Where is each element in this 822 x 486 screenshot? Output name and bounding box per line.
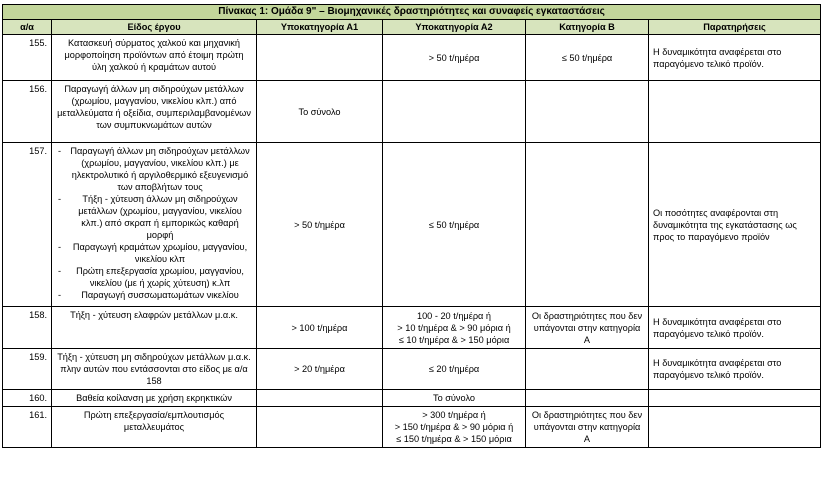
row-b bbox=[526, 143, 649, 307]
row-a2 bbox=[383, 407, 526, 448]
row-kind: Τήξη - χύτευση μη σιδηρούχων μετάλλων μ.α.κ. πλην αυτών που εντάσσονται στο είδος με α/α 158 bbox=[52, 349, 257, 390]
list-item: - Τήξη - χύτευση άλλων μη σιδηρούχων μετάλλων (χρωμίου, μαγγανίου, νικελίου κλπ.) από σκραπ ή εμπορικώς καθαρή μορφή bbox=[56, 193, 252, 241]
table-row bbox=[3, 407, 821, 448]
row-a2 bbox=[383, 307, 526, 349]
row-notes bbox=[649, 407, 821, 448]
list-item: - Πρώτη επεξεργασία χρωμίου, μαγγανίου, νικελίου (με ή χωρίς χύτευση) κ.λπ bbox=[56, 265, 252, 289]
row-number: 159. bbox=[3, 349, 52, 390]
row-a1 bbox=[257, 390, 383, 407]
kind-list bbox=[56, 145, 252, 301]
row-b bbox=[526, 349, 649, 390]
row-a2-line: > 10 t/ημέρα & > 90 μόρια ή bbox=[397, 322, 511, 333]
row-notes bbox=[649, 390, 821, 407]
row-a1 bbox=[257, 35, 383, 81]
table-row bbox=[3, 35, 821, 81]
row-a1: > 100 t/ημέρα bbox=[257, 307, 383, 349]
row-number: 158. bbox=[3, 307, 52, 349]
header-a2: Υποκατηγορία Α2 bbox=[383, 20, 526, 35]
row-a1 bbox=[257, 407, 383, 448]
row-notes: Η δυναμικότητα αναφέρεται στο παραγόμενο τελικό προϊόν. bbox=[649, 35, 821, 81]
row-kind: Βαθεία κοίλανση με χρήση εκρηκτικών bbox=[52, 390, 257, 407]
row-number: 156. bbox=[3, 81, 52, 143]
row-a2-line: ≤ 150 t/ημέρα & > 150 μόρια bbox=[396, 434, 512, 444]
table-title: Πίνακας 1: Ομάδα 9" – Βιομηχανικές δραστηριότητες και συναφείς εγκαταστάσεις bbox=[3, 5, 821, 20]
row-number: 155. bbox=[3, 35, 52, 81]
row-b: Οι δραστηριότητες που δεν υπάγονται στην κατηγορία Α bbox=[526, 307, 649, 349]
table-row bbox=[3, 143, 821, 307]
list-item: - Παραγωγή κραμάτων χρωμίου, μαγγανίου, νικελίου κλπ bbox=[56, 241, 252, 265]
row-kind: Παραγωγή άλλων μη σιδηρούχων μετάλλων (χρωμίου, μαγγανίου, νικελίου κλπ.) από μεταλλεύματα ή οξείδια, συμπεριλαμβανομένων των συμπυκνωμάτων αυτών bbox=[52, 81, 257, 143]
row-a2 bbox=[383, 143, 526, 307]
row-a2 bbox=[383, 81, 526, 143]
row-a2-line: 100 - 20 t/ημέρα ή bbox=[416, 310, 492, 321]
row-a1: > 20 t/ημέρα bbox=[257, 349, 383, 390]
row-b bbox=[526, 81, 649, 143]
row-a1: > 50 t/ημέρα bbox=[257, 143, 383, 307]
row-number: 160. bbox=[3, 390, 52, 407]
header-aa: α/α bbox=[3, 20, 52, 35]
table-row bbox=[3, 307, 821, 349]
header-kind: Είδος έργου bbox=[52, 20, 257, 35]
row-number: 161. bbox=[3, 407, 52, 448]
row-a1: Το σύνολο bbox=[257, 81, 383, 143]
activities-table bbox=[2, 4, 821, 448]
row-a2-line: Το σύνολο bbox=[432, 393, 476, 403]
row-a2-line: > 50 t/ημέρα bbox=[428, 52, 480, 63]
table-row bbox=[3, 349, 821, 390]
list-item: - Παραγωγή συσσωματωμάτων νικελίου bbox=[56, 289, 252, 301]
row-kind: Κατασκευή σύρματος χαλκού και μηχανική μορφοποίηση προϊόντων από έτοιμη πρώτη ύλη χαλκού ή κραμάτων αυτού bbox=[52, 35, 257, 81]
row-b: Οι δραστηριότητες που δεν υπάγονται στην κατηγορία Α bbox=[526, 407, 649, 448]
row-notes bbox=[649, 81, 821, 143]
table-row bbox=[3, 81, 821, 143]
row-b: ≤ 50 t/ημέρα bbox=[526, 35, 649, 81]
row-kind: Πρώτη επεξεργασία/εμπλουτισμός μεταλλευμάτος bbox=[52, 407, 257, 448]
row-a2-line: > 300 t/ημέρα ή bbox=[422, 410, 486, 420]
table-row bbox=[3, 390, 821, 407]
row-a2 bbox=[383, 35, 526, 81]
row-kind bbox=[52, 143, 257, 307]
row-a2-line: ≤ 50 t/ημέρα bbox=[428, 219, 480, 230]
header-notes: Παρατηρήσεις bbox=[649, 20, 821, 35]
row-b bbox=[526, 390, 649, 407]
row-a2 bbox=[383, 390, 526, 407]
list-item: - Παραγωγή άλλων μη σιδηρούχων μετάλλων (χρωμίου, μαγγανίου, νικελίου κλπ.) με ηλεκτρολυτικό ή αργιλοθερμικό εξευγενισμό των αποβλήτων τους bbox=[56, 145, 252, 193]
row-a2-line: > 150 t/ημέρα & > 90 μόρια ή bbox=[394, 422, 514, 432]
row-a2-line: ≤ 10 t/ημέρα & > 150 μόρια bbox=[398, 334, 510, 345]
row-kind: Τήξη - χύτευση ελαφρών μετάλλων μ.α.κ. bbox=[52, 307, 257, 349]
table-header-row bbox=[3, 20, 821, 35]
row-notes: Η δυναμικότητα αναφέρεται στο παραγόμενο τελικό προϊόν. bbox=[649, 307, 821, 349]
header-a1: Υποκατηγορία Α1 bbox=[257, 20, 383, 35]
row-number: 157. bbox=[3, 143, 52, 307]
row-a2-line: ≤ 20 t/ημέρα bbox=[428, 364, 480, 374]
row-notes: Η δυναμικότητα αναφέρεται στο παραγόμενο τελικό προϊόν. bbox=[649, 349, 821, 390]
row-a2 bbox=[383, 349, 526, 390]
row-notes: Οι ποσότητες αναφέρονται στη δυναμικότητα της εγκατάστασης ως προς το παραγόμενο προϊόν bbox=[649, 143, 821, 307]
header-b: Κατηγορία Β bbox=[526, 20, 649, 35]
table-title-row bbox=[3, 5, 821, 20]
document-page bbox=[2, 4, 821, 448]
